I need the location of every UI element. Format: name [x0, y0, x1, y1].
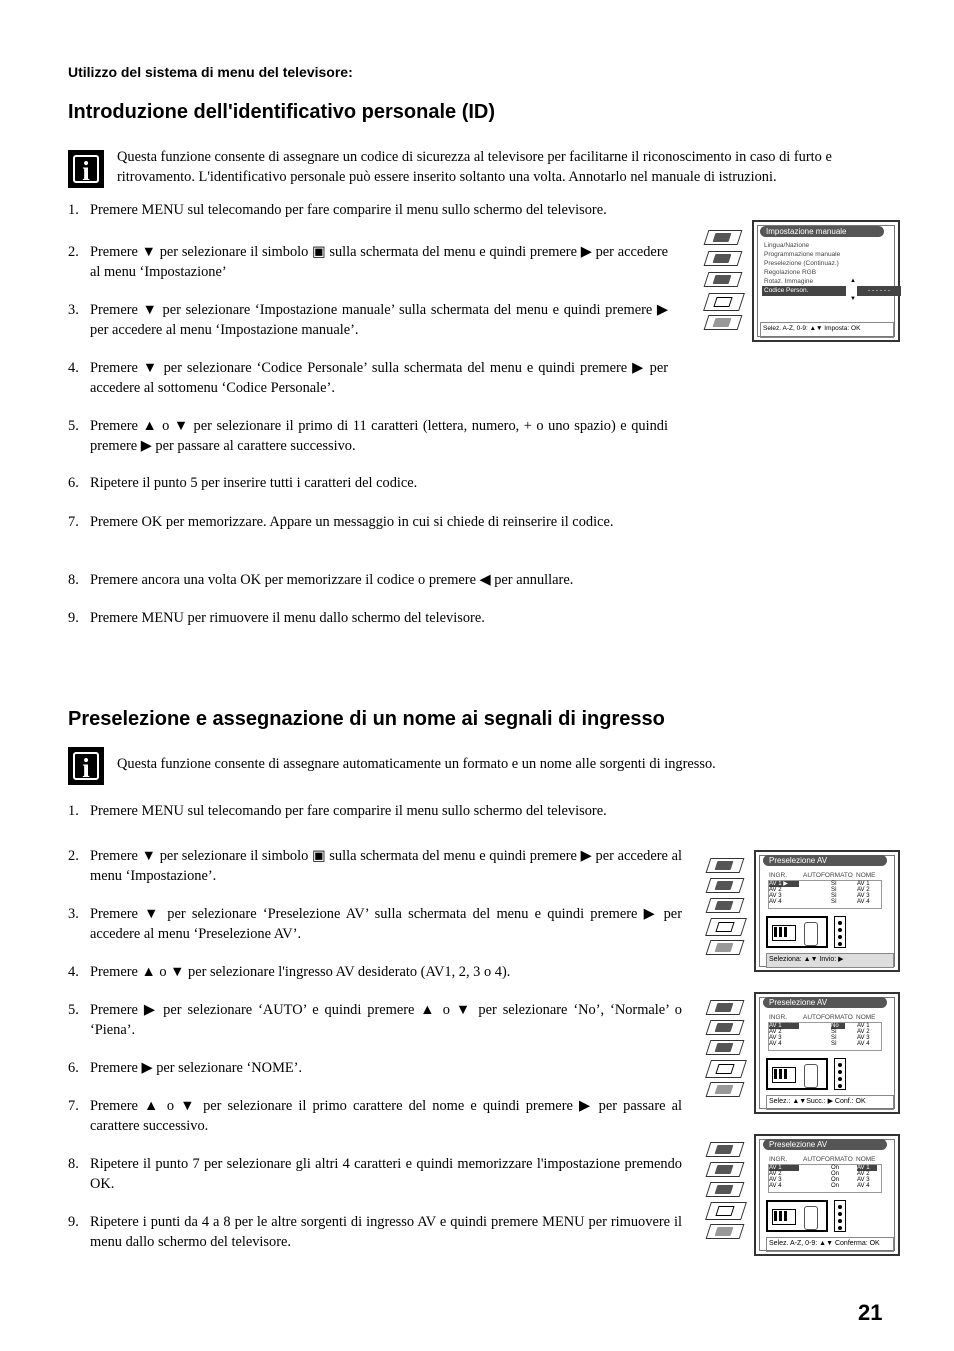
row-nome: AV 4	[857, 1183, 870, 1189]
row-nome: AV 2	[857, 1029, 870, 1035]
section2-intro: Questa funzione consente di assegnare automaticamente un formato e un nome alle sorgenti di ingresso.	[117, 756, 716, 772]
step-text: Ripetere il punto 5 per inserire tutti i caratteri del codice.	[90, 475, 418, 491]
menu-item-selected: Codice Person.	[762, 286, 846, 296]
setup-tab-icon	[705, 918, 747, 936]
preset-tab-icon	[706, 1082, 745, 1097]
step-text: Premere OK per memorizzare. Appare un messaggio in cui si chiede di reinserire il codice.	[90, 514, 614, 530]
up-arrow-icon: ▲	[850, 278, 856, 284]
row-autoformato: No	[831, 1023, 845, 1029]
step-number: 3.	[68, 302, 79, 318]
row-autoformato: On	[831, 1183, 840, 1189]
row-ingr: AV 1	[769, 1165, 799, 1171]
step-number: 8.	[68, 572, 79, 588]
row-autoformato: On	[831, 1165, 840, 1171]
col-header-autoformato: AUTOFORMATO	[803, 1156, 853, 1163]
col-header-ingr: INGR.	[769, 1014, 788, 1021]
menu-footer: Seleziona: ▲▼ Invio: ▶	[769, 956, 844, 963]
picture-tab-icon	[706, 1000, 745, 1015]
col-header-ingr: INGR.	[769, 872, 788, 879]
row-autoformato: Sì	[831, 899, 837, 905]
menu-title: Preselezione AV	[763, 855, 887, 866]
menu-footer: Selez. A-Z, 0-9: ▲▼ Imposta: OK	[763, 325, 861, 332]
menu-item: Programmazione manuale	[764, 251, 841, 258]
menu-panel	[752, 220, 900, 342]
step-number: 5.	[68, 418, 79, 434]
menu-panel	[754, 1134, 900, 1256]
row-autoformato: Sì	[831, 887, 837, 893]
row-ingr: AV 4	[769, 1183, 782, 1189]
section-header-label: Utilizzo del sistema di menu del televisore:	[68, 64, 353, 80]
row-nome: AV 4	[857, 1041, 870, 1047]
row-nome: AV 4	[857, 899, 870, 905]
table-row	[769, 1041, 879, 1047]
step-text: Premere ▼ per selezionare ‘Preselezione AV’ sulla schermata del menu e quindi premere ▶ per accedere al menu ‘Preselezione AV’.	[90, 906, 682, 942]
row-nome: AV 2	[857, 1171, 870, 1177]
features-tab-icon	[706, 1040, 745, 1055]
step-text: Premere ▼ per selezionare il simbolo ▣ sulla schermata del menu e quindi premere ▶ per accedere al menu ‘Impostazione’.	[90, 848, 682, 884]
step-text: Premere ▲ o ▼ per selezionare il primo di 11 caratteri (lettera, numero, + o uno spazio) e quindi premere ▶ per passare al carattere successivo.	[90, 418, 668, 454]
step-text: Premere ▲ o ▼ per selezionare l'ingresso AV desiderato (AV1, 2, 3 o 4).	[90, 964, 511, 980]
menu-footer: Selez. A-Z, 0-9: ▲▼ Conferma: OK	[769, 1240, 880, 1247]
menu-item: Lingua/Nazione	[764, 242, 810, 249]
step-number: 2.	[68, 848, 79, 864]
step-text: Premere ancora una volta OK per memorizzare il codice o premere ◀ per annullare.	[90, 572, 574, 588]
step-number: 2.	[68, 244, 79, 260]
row-ingr: AV 3	[769, 1035, 782, 1041]
step-number: 7.	[68, 1098, 79, 1114]
row-autoformato: Sì	[831, 1035, 837, 1041]
section1-title: Introduzione dell'identificativo personale (ID)	[68, 101, 496, 123]
sound-tab-icon	[706, 1020, 745, 1035]
col-header-nome: NOME	[856, 1014, 876, 1021]
menu-panel	[754, 992, 900, 1114]
menu-item: Rotaz. Immagine	[764, 278, 814, 285]
row-nome: AV 3	[857, 893, 870, 899]
features-tab-icon	[704, 272, 743, 287]
row-ingr: AV 4	[769, 1041, 782, 1047]
step-number: 6.	[68, 1060, 79, 1076]
table-row	[769, 899, 879, 905]
page-number: 21	[858, 1300, 883, 1325]
menu-screen-preselezione	[702, 1134, 900, 1256]
row-ingr: AV 2	[769, 1171, 782, 1177]
step-number: 4.	[68, 360, 79, 376]
row-autoformato: Sì	[831, 881, 837, 887]
remote-side-icon	[834, 1058, 846, 1090]
row-nome: AV 2	[857, 887, 870, 893]
step-number: 1.	[68, 202, 79, 218]
sound-tab-icon	[706, 1162, 745, 1177]
row-autoformato: Sì	[831, 893, 837, 899]
menu-title: Impostazione manuale	[760, 226, 884, 237]
row-ingr: AV 2	[769, 887, 782, 893]
step-text: Premere MENU sul telecomando per fare comparire il menu sullo schermo del televisore.	[90, 202, 607, 218]
step-number: 5.	[68, 1002, 79, 1018]
step-text: Premere ▶ per selezionare ‘NOME’.	[90, 1060, 303, 1076]
row-autoformato: On	[831, 1171, 840, 1177]
row-nome: AV 1	[857, 1165, 877, 1171]
step-text: Ripetere il punto 7 per selezionare gli altri 4 caratteri e quindi memorizzare l'impostazione premendo OK.	[90, 1156, 682, 1192]
col-header-nome: NOME	[856, 1156, 876, 1163]
features-tab-icon	[706, 898, 745, 913]
row-nome: AV 1	[857, 881, 870, 887]
setup-tab-icon	[705, 1060, 747, 1078]
setup-tab-icon	[705, 1202, 747, 1220]
sound-tab-icon	[706, 878, 745, 893]
row-ingr: AV 2	[769, 1029, 782, 1035]
remote-side-icon	[834, 1200, 846, 1232]
preset-tab-icon	[706, 1224, 745, 1239]
menu-title: Preselezione AV	[763, 1139, 887, 1150]
row-ingr: AV 3	[769, 1177, 782, 1183]
col-header-ingr: INGR.	[769, 1156, 788, 1163]
table-row	[769, 1183, 879, 1189]
col-header-nome: NOME	[856, 872, 876, 879]
tv-remote-illustration	[766, 1200, 828, 1232]
preset-tab-icon	[706, 940, 745, 955]
row-nome: AV 3	[857, 1177, 870, 1183]
menu-screen-preselezione	[702, 992, 900, 1114]
tv-remote-illustration	[766, 916, 828, 948]
row-autoformato: On	[831, 1177, 840, 1183]
step-number: 6.	[68, 475, 79, 491]
info-icon: i	[68, 150, 104, 188]
row-autoformato: Sì	[831, 1041, 837, 1047]
setup-tab-icon	[703, 293, 745, 311]
step-text: Premere ▲ o ▼ per selezionare il primo carattere del nome e quindi premere ▶ per passare al carattere successivo.	[90, 1098, 682, 1134]
row-ingr: AV 3	[769, 893, 782, 899]
step-text: Premere MENU per rimuovere il menu dallo schermo del televisore.	[90, 610, 485, 626]
step-text: Premere ▶ per selezionare ‘AUTO’ e quindi premere ▲ o ▼ per selezionare ‘No’, ‘Normale’ o ‘Piena’.	[90, 1002, 682, 1038]
menu-title: Preselezione AV	[763, 997, 887, 1008]
picture-tab-icon	[704, 230, 743, 245]
menu-panel	[754, 850, 900, 972]
row-autoformato: Sì	[831, 1029, 837, 1035]
preset-tab-icon	[704, 315, 743, 330]
code-value: - - - - - -	[857, 286, 901, 296]
step-number: 9.	[68, 1214, 79, 1230]
remote-side-icon	[834, 916, 846, 948]
row-nome: AV 3	[857, 1035, 870, 1041]
row-ingr: AV 4	[769, 899, 782, 905]
step-text: Premere ▼ per selezionare ‘Codice Personale’ sulla schermata del menu e quindi premere ▶ per accedere al sottomenu ‘Codice Personale’.	[90, 360, 668, 396]
step-number: 1.	[68, 803, 79, 819]
info-icon: i	[68, 747, 104, 785]
col-header-autoformato: AUTOFORMATO	[803, 1014, 853, 1021]
step-text: Premere MENU sul telecomando per fare comparire il menu sullo schermo del televisore.	[90, 803, 607, 819]
down-arrow-icon: ▼	[850, 296, 856, 302]
menu-item: Regolazione RGB	[764, 269, 817, 276]
menu-footer: Selez.: ▲▼Succ.: ▶ Conf.: OK	[769, 1098, 866, 1105]
picture-tab-icon	[706, 1142, 745, 1157]
menu-screen-preselezione	[702, 850, 900, 972]
step-number: 4.	[68, 964, 79, 980]
step-text: Ripetere i punti da 4 a 8 per le altre sorgenti di ingresso AV e quindi premere MENU per rimuovere il menu dallo schermo del televisore.	[90, 1214, 682, 1250]
col-header-autoformato: AUTOFORMATO	[803, 872, 853, 879]
step-number: 8.	[68, 1156, 79, 1172]
section1-intro: Questa funzione consente di assegnare un codice di sicurezza al televisore per facilitarne il riconoscimento in caso di furto e ritrovamento. L'identificativo personale può essere inserito soltanto una volta. Annotarlo nel manuale di istruzioni.	[117, 149, 832, 185]
row-ingr: AV 1	[769, 1023, 799, 1029]
row-nome: AV 1	[857, 1023, 870, 1029]
section2-title: Preselezione e assegnazione di un nome ai segnali di ingresso	[68, 708, 665, 730]
step-number: 7.	[68, 514, 79, 530]
step-text: Premere ▼ per selezionare il simbolo ▣ sulla schermata del menu e quindi premere ▶ per accedere al menu ‘Impostazione’	[90, 244, 668, 280]
menu-screen-impostazione	[700, 220, 900, 342]
features-tab-icon	[706, 1182, 745, 1197]
step-number: 9.	[68, 610, 79, 626]
row-ingr: AV 1 ▶	[769, 881, 799, 887]
picture-tab-icon	[706, 858, 745, 873]
menu-item: Preselezione (Continuaz.)	[764, 260, 839, 267]
sound-tab-icon	[704, 251, 743, 266]
step-number: 3.	[68, 906, 79, 922]
tv-remote-illustration	[766, 1058, 828, 1090]
step-text: Premere ▼ per selezionare ‘Impostazione manuale’ sulla schermata del menu e quindi premere ▶ per accedere al menu ‘Impostazione manuale’.	[90, 302, 668, 338]
